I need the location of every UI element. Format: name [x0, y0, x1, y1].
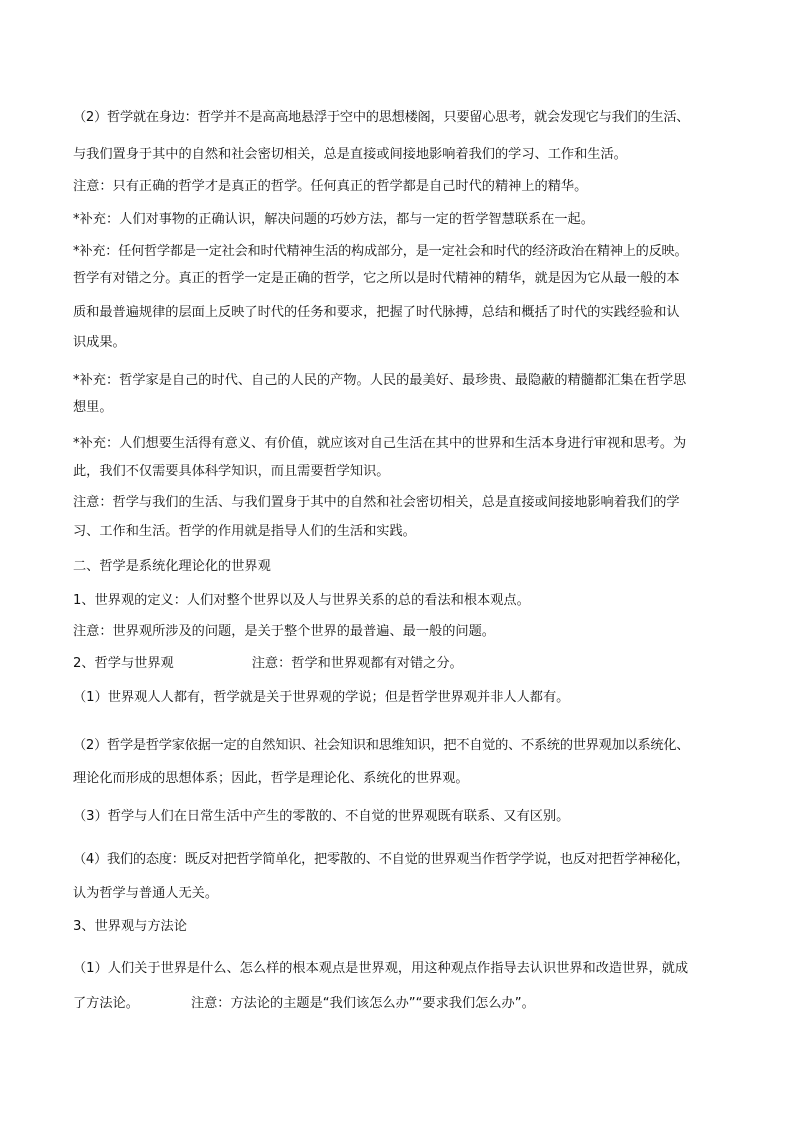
note-line: 注意：世界观所涉及的问题，是关于整个世界的最普遍、最一般的问题。 — [73, 624, 495, 639]
supplement-line: *补充：人们想要生活得有意义、有价值，就应该对自己生活在其中的世界和生活本身进行审视和思考。为 — [73, 436, 687, 451]
inline-note: 注意：方法论的主题是“我们该怎么办”“要求我们怎么办”。 — [190, 996, 535, 1011]
list-item: （3）哲学与人们在日常生活中产生的零散的、不自觉的世界观既有联系、又有区别。 — [73, 809, 570, 824]
paragraph-line: 识成果。 — [73, 335, 126, 350]
paragraph-line: 认为哲学与普通人无关。 — [73, 886, 219, 901]
list-item: （1）世界观人人都有，哲学就是关于世界观的学说；但是哲学世界观并非人人都有。 — [73, 690, 570, 705]
note-line: 注意：只有正确的哲学才是真正的哲学。任何真正的哲学都是自己时代的精神上的精华。 — [73, 179, 588, 194]
paragraph-line: （2）哲学就在身边：哲学并不是高高地悬浮于空中的思想楼阁，只要留心思考，就会发现它与我们的生活、 — [73, 110, 690, 125]
definition-line: 1、世界观的定义：人们对整个世界以及人与世界关系的总的看法和根本观点。 — [73, 593, 530, 608]
paragraph-line: 想里。 — [73, 400, 113, 415]
note-line: 注意：哲学与我们的生活、与我们置身于其中的自然和社会密切相关，总是直接或间接地影响着我们的学 — [73, 495, 680, 510]
paragraph-line: 理论化而形成的思想体系；因此，哲学是理论化、系统化的世界观。 — [73, 771, 469, 786]
paragraph-line: 习、工作和生活。哲学的作用就是指导人们的生活和实践。 — [73, 524, 416, 539]
paragraph-line: 此，我们不仅需要具体科学知识，而且需要哲学知识。 — [73, 464, 390, 479]
supplement-line: *补充：任何哲学都是一定社会和时代精神生活的构成部分，是一定社会和时代的经济政治在精神上的反映。 — [73, 244, 688, 259]
paragraph-line: 质和最普遍规律的层面上反映了时代的任务和要求，把握了时代脉搏，总结和概括了时代的实践经验和认 — [73, 305, 680, 320]
subheading: 3、世界观与方法论 — [73, 919, 187, 934]
list-item: （2）哲学是哲学家依据一定的自然知识、社会知识和思维知识，把不自觉的、不系统的世界观加以系统化、 — [73, 738, 690, 753]
supplement-line: *补充：哲学家是自己的时代、自己的人民的产物。人民的最美好、最珍贵、最隐蔽的精髓都汇集在哲学思 — [73, 373, 687, 388]
section-heading: 二、哲学是系统化理论化的世界观 — [73, 559, 271, 574]
list-item: （1）人们关于世界是什么、怎么样的根本观点是世界观，用这种观点作指导去认识世界和改造世界，就成 — [73, 961, 689, 976]
subheading-with-note — [73, 655, 463, 673]
paragraph-line: 哲学有对错之分。真正的哲学一定是正确的哲学，它之所以是时代精神的精华，就是因为它从最一般的本 — [73, 271, 680, 286]
paragraph-line: 与我们置身于其中的自然和社会密切相关，总是直接或间接地影响着我们的学习、工作和生活。 — [73, 147, 627, 162]
inline-note: 注意：哲学和世界观都有对错之分。 — [251, 656, 463, 671]
list-item: （4）我们的态度：既反对把哲学简单化，把零散的、不自觉的世界观当作哲学学说，也反对把哲学神秘化， — [73, 852, 690, 867]
subheading: 2、哲学与世界观 — [73, 656, 174, 671]
supplement-line: *补充：人们对事物的正确认识，解决问题的巧妙方法，都与一定的哲学智慧联系在一起。 — [73, 212, 594, 227]
paragraph-with-note — [73, 995, 535, 1013]
paragraph-fragment: 了方法论。 — [73, 996, 139, 1011]
